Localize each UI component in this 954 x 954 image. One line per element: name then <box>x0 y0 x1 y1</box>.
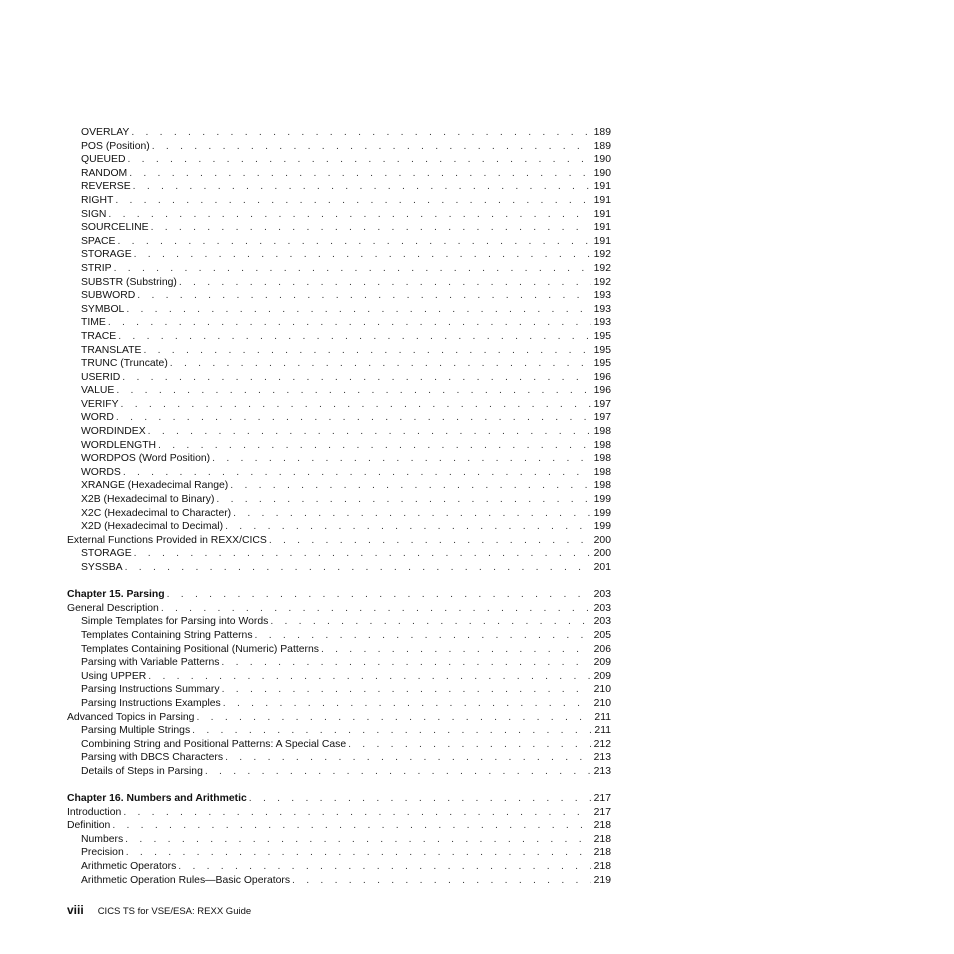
toc-entry[interactable] <box>67 140 611 154</box>
dot-leader <box>223 697 591 711</box>
toc-entry[interactable] <box>67 711 611 725</box>
toc-entry-title: OVERLAY <box>81 127 130 138</box>
toc-entry[interactable] <box>67 289 611 303</box>
dot-leader <box>249 792 591 806</box>
footer-book-title: CICS TS for VSE/ESA: REXX Guide <box>97 906 252 917</box>
toc-entry-page: 192 <box>593 262 611 274</box>
toc-entry[interactable] <box>67 194 611 208</box>
toc-entry-page: 191 <box>593 181 611 193</box>
toc-entry-title: Templates Containing String Patterns <box>81 629 253 641</box>
toc-entry-page: 192 <box>593 249 611 261</box>
toc-entry-page: 211 <box>594 725 611 737</box>
toc-entry-page: 199 <box>593 521 611 533</box>
dot-leader <box>233 507 591 521</box>
toc-entry[interactable] <box>67 765 611 779</box>
toc-entry-title: WORDLENGTH <box>81 439 157 451</box>
toc-entry-title: STRIP <box>81 262 112 274</box>
dot-leader <box>170 357 591 371</box>
toc-entry[interactable] <box>67 615 611 629</box>
dot-leader <box>179 276 591 290</box>
section-gap <box>67 575 611 589</box>
toc-entry[interactable] <box>67 860 611 874</box>
dot-leader <box>122 371 590 385</box>
toc-entry[interactable] <box>67 235 611 249</box>
toc-entry-page: 195 <box>593 344 611 356</box>
toc-entry-title: External Functions Provided in REXX/CICS <box>67 534 267 546</box>
toc-entry-page: 201 <box>593 562 611 573</box>
dot-leader <box>129 167 590 181</box>
toc-entry[interactable] <box>67 602 611 616</box>
toc-entry-title: Definition <box>67 820 111 832</box>
toc-entry[interactable] <box>67 724 611 738</box>
toc-entry-page: 189 <box>593 140 611 152</box>
toc-entry-page: 211 <box>594 711 611 723</box>
toc-entry-title: RANDOM <box>81 167 128 179</box>
dot-leader <box>212 452 591 466</box>
toc-entry-title: Introduction <box>67 806 122 818</box>
dot-leader <box>108 316 591 330</box>
toc-entry[interactable] <box>67 520 611 534</box>
toc-entry-title: Combining String and Positional Patterns: A Special Case <box>81 738 347 750</box>
toc-entry[interactable] <box>67 683 611 697</box>
page-footer <box>67 903 251 917</box>
toc-entry-page: 209 <box>593 670 611 682</box>
toc-entry-page: 217 <box>593 806 611 818</box>
toc-entry-title: XRANGE (Hexadecimal Range) <box>81 480 229 492</box>
dot-leader <box>225 520 591 534</box>
toc-entry-title: VERIFY <box>81 398 119 410</box>
dot-leader <box>116 384 590 398</box>
toc-entry-title: Parsing with Variable Patterns <box>81 657 220 669</box>
dot-leader <box>151 221 591 235</box>
toc-entry-page: 196 <box>593 385 611 397</box>
toc-entry-page: 191 <box>593 222 611 234</box>
toc-entry-title: Parsing Instructions Summary <box>81 684 220 696</box>
toc-entry-title: Advanced Topics in Parsing <box>67 711 195 723</box>
toc-entry-title: RIGHT <box>81 194 114 206</box>
toc-entry-page: 193 <box>593 317 611 329</box>
toc-entry[interactable] <box>67 357 611 371</box>
toc-entry-title: SYSSBA <box>81 562 123 573</box>
toc-entry-page: 199 <box>593 494 611 506</box>
toc-chapter-entry[interactable] <box>67 588 611 602</box>
toc-entry-page: 200 <box>593 548 611 560</box>
toc-entry-page: 212 <box>593 738 611 750</box>
toc-entry-page: 219 <box>593 874 611 886</box>
toc-entry[interactable] <box>67 425 611 439</box>
dot-leader <box>131 126 590 140</box>
toc-entry-page: 193 <box>593 290 611 302</box>
toc-entry-title: Simple Templates for Parsing into Words <box>81 616 269 628</box>
dot-leader <box>196 711 591 725</box>
toc-entry-title: X2D (Hexadecimal to Decimal) <box>81 521 224 533</box>
toc-entry-page: 195 <box>593 330 611 342</box>
toc-entry-page: 206 <box>593 643 611 655</box>
toc-entry-title: QUEUED <box>81 154 126 166</box>
toc-entry[interactable] <box>67 262 611 276</box>
toc-entry-title: Arithmetic Operators <box>81 861 177 873</box>
dot-leader <box>167 588 591 602</box>
dot-leader <box>127 153 590 167</box>
toc-entry[interactable] <box>67 493 611 507</box>
dot-leader <box>158 439 591 453</box>
toc-entry-page: 203 <box>593 602 611 614</box>
toc-entry-page: 213 <box>593 752 611 764</box>
dot-leader <box>230 479 590 493</box>
toc-entry[interactable] <box>67 384 611 398</box>
toc-entry[interactable] <box>67 874 611 888</box>
dot-leader <box>192 724 591 738</box>
toc-entry[interactable] <box>67 452 611 466</box>
toc-entry-title: TRUNC (Truncate) <box>81 358 168 370</box>
dot-leader <box>126 303 590 317</box>
toc-entry[interactable] <box>67 643 611 657</box>
dot-leader <box>321 643 591 657</box>
section-gap <box>67 779 611 793</box>
dot-leader <box>255 629 591 643</box>
toc-entry-page: 189 <box>593 127 611 138</box>
toc-entry-title: STORAGE <box>81 249 132 261</box>
toc-entry-title: Numbers <box>81 833 124 845</box>
toc-entry[interactable] <box>67 398 611 412</box>
dot-leader <box>205 765 591 779</box>
toc-entry-title: Chapter 15. Parsing <box>67 589 165 601</box>
dot-leader <box>270 615 590 629</box>
toc-entry[interactable] <box>67 439 611 453</box>
toc-entry-title: Arithmetic Operation Rules—Basic Operators <box>81 874 291 886</box>
dot-leader <box>115 194 590 208</box>
toc-entry[interactable] <box>67 466 611 480</box>
toc-entry-title: WORDINDEX <box>81 426 146 438</box>
dot-leader <box>134 547 591 561</box>
toc-entry-page: 205 <box>593 629 611 641</box>
toc-entry-page: 198 <box>593 453 611 465</box>
toc-entry-page: 210 <box>593 697 611 709</box>
dot-leader <box>114 262 591 276</box>
toc-entry-title: STORAGE <box>81 548 132 560</box>
toc-entry-page: 210 <box>593 684 611 696</box>
toc-entry-page: 198 <box>593 439 611 451</box>
toc-entry-page: 209 <box>593 657 611 669</box>
toc-entry[interactable] <box>67 248 611 262</box>
dot-leader <box>216 493 590 507</box>
toc-entry[interactable] <box>67 153 611 167</box>
toc-entry-page: 198 <box>593 466 611 478</box>
toc-entry-page: 192 <box>593 276 611 288</box>
dot-leader <box>123 806 590 820</box>
toc-entry[interactable] <box>67 561 611 575</box>
toc-entry-title: X2B (Hexadecimal to Binary) <box>81 494 215 506</box>
table-of-contents <box>67 126 611 887</box>
toc-entry[interactable] <box>67 303 611 317</box>
dot-leader <box>117 235 590 249</box>
toc-entry-title: SYMBOL <box>81 303 125 315</box>
toc-entry-title: General Description <box>67 602 159 614</box>
toc-entry[interactable] <box>67 670 611 684</box>
toc-entry[interactable] <box>67 833 611 847</box>
toc-entry-title: Parsing with DBCS Characters <box>81 752 224 764</box>
toc-entry-page: 191 <box>593 208 611 220</box>
toc-entry-page: 218 <box>593 833 611 845</box>
toc-entry-page: 198 <box>593 480 611 492</box>
dot-leader <box>161 602 591 616</box>
toc-entry[interactable] <box>67 629 611 643</box>
toc-entry-page: 191 <box>593 235 611 247</box>
toc-entry-title: Parsing Instructions Examples <box>81 697 221 709</box>
dot-leader <box>225 751 591 765</box>
toc-entry-title: SPACE <box>81 235 116 247</box>
toc-entry-title: SIGN <box>81 208 107 220</box>
toc-entry-title: Chapter 16. Numbers and Arithmetic <box>67 793 247 805</box>
toc-entry-page: 218 <box>593 820 611 832</box>
toc-entry-title: USERID <box>81 371 121 383</box>
toc-entry-title: Precision <box>81 847 124 859</box>
dot-leader <box>126 846 591 860</box>
dot-leader <box>221 656 590 670</box>
toc-entry-title: WORDS <box>81 466 121 478</box>
toc-entry[interactable] <box>67 316 611 330</box>
toc-entry[interactable] <box>67 371 611 385</box>
toc-entry-title: TIME <box>81 317 106 329</box>
toc-entry-page: 191 <box>593 194 611 206</box>
toc-entry[interactable] <box>67 221 611 235</box>
dot-leader <box>123 466 591 480</box>
toc-entry[interactable] <box>67 697 611 711</box>
toc-entry[interactable] <box>67 738 611 752</box>
toc-entry[interactable] <box>67 180 611 194</box>
toc-entry[interactable] <box>67 751 611 765</box>
toc-entry[interactable] <box>67 806 611 820</box>
toc-entry-page: 197 <box>593 412 611 424</box>
toc-entry-page: 199 <box>593 507 611 519</box>
dot-leader <box>269 534 591 548</box>
dot-leader <box>116 411 591 425</box>
toc-entry-title: TRACE <box>81 330 117 342</box>
toc-entry[interactable] <box>67 656 611 670</box>
toc-entry-page: 218 <box>593 861 611 873</box>
toc-entry-page: 203 <box>593 616 611 628</box>
toc-entry-page: 195 <box>593 358 611 370</box>
toc-entry-title: POS (Position) <box>81 140 150 152</box>
toc-entry-title: SUBWORD <box>81 290 136 302</box>
dot-leader <box>148 425 591 439</box>
dot-leader <box>143 344 590 358</box>
dot-leader <box>222 683 591 697</box>
toc-entry[interactable] <box>67 126 611 140</box>
toc-entry-page: 198 <box>593 426 611 438</box>
toc-entry-title: WORDPOS (Word Position) <box>81 453 211 465</box>
toc-entry-title: REVERSE <box>81 181 131 193</box>
toc-entry-page: 197 <box>593 398 611 410</box>
toc-chapter-entry[interactable] <box>67 792 611 806</box>
toc-entry[interactable] <box>67 479 611 493</box>
dot-leader <box>125 833 591 847</box>
toc-entry-title: X2C (Hexadecimal to Character) <box>81 507 232 519</box>
toc-entry-title: WORD <box>81 412 114 424</box>
toc-entry-title: SUBSTR (Substring) <box>81 276 177 288</box>
toc-entry[interactable] <box>67 411 611 425</box>
toc-entry[interactable] <box>67 547 611 561</box>
dot-leader <box>292 874 591 888</box>
toc-entry[interactable] <box>67 208 611 222</box>
dot-leader <box>125 561 591 575</box>
toc-entry[interactable] <box>67 846 611 860</box>
toc-entry-page: 190 <box>593 167 611 179</box>
toc-entry-title: SOURCELINE <box>81 222 149 234</box>
toc-entry-title: TRANSLATE <box>81 344 142 356</box>
toc-entry-page: 196 <box>593 371 611 383</box>
dot-leader <box>121 398 591 412</box>
dot-leader <box>134 248 591 262</box>
toc-entry-page: 203 <box>593 589 611 601</box>
toc-entry-title: VALUE <box>81 385 115 397</box>
toc-entry[interactable] <box>67 276 611 290</box>
toc-entry-title: Parsing Multiple Strings <box>81 725 191 737</box>
toc-entry-page: 193 <box>593 303 611 315</box>
dot-leader <box>152 140 591 154</box>
dot-leader <box>112 819 590 833</box>
toc-entry-title: Using UPPER <box>81 670 147 682</box>
dot-leader <box>137 289 590 303</box>
toc-entry-page: 217 <box>593 793 611 805</box>
toc-entry-page: 213 <box>593 765 611 777</box>
toc-entry[interactable] <box>67 330 611 344</box>
toc-entry-page: 190 <box>593 154 611 166</box>
footer-page-number: viii <box>67 903 84 917</box>
toc-entry[interactable] <box>67 507 611 521</box>
toc-entry[interactable] <box>67 819 611 833</box>
toc-entry-title: Details of Steps in Parsing <box>81 765 203 777</box>
toc-entry[interactable] <box>67 534 611 548</box>
toc-entry[interactable] <box>67 344 611 358</box>
dot-leader <box>178 860 590 874</box>
dot-leader <box>348 738 591 752</box>
dot-leader <box>133 180 591 194</box>
toc-entry[interactable] <box>67 167 611 181</box>
toc-entry-page: 200 <box>593 534 611 546</box>
dot-leader <box>148 670 590 684</box>
toc-entry-title: Templates Containing Positional (Numeric) Patterns <box>81 643 319 655</box>
dot-leader <box>108 208 590 222</box>
toc-entry-page: 218 <box>593 847 611 859</box>
dot-leader <box>118 330 590 344</box>
